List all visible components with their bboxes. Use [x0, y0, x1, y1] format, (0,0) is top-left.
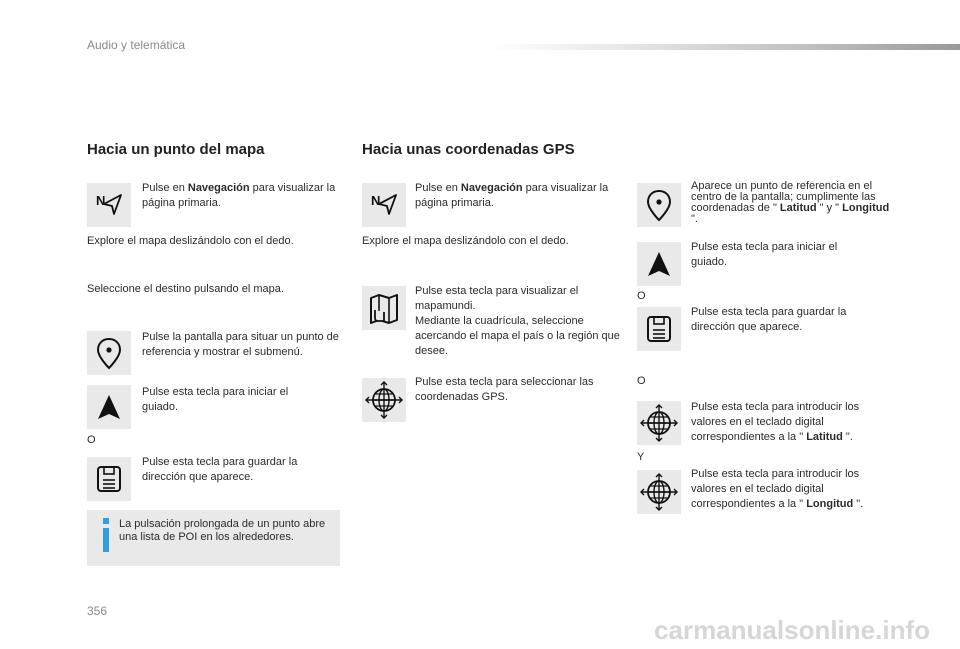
save-icon: [87, 457, 131, 501]
left-section-title: Hacia un punto del mapa: [87, 141, 265, 158]
left-or-label: O: [87, 434, 96, 446]
svg-text:N: N: [96, 193, 106, 208]
left-save-text: Pulse esta tecla para guardar la dirección que aparece.: [142, 456, 298, 483]
info-text: La pulsación prolongada de un punto abre una lista de POI en los alrededores.: [119, 518, 326, 543]
right-guide-text: Pulse esta tecla para iniciar el guiado.: [691, 241, 838, 268]
left-explore-text: Explore el mapa deslizándolo con el dedo.: [87, 235, 294, 247]
left-select-text: Seleccione el destino pulsando el mapa.: [87, 283, 284, 295]
map-pin-icon: [87, 331, 131, 375]
middle-section-title: Hacia unas coordenadas GPS: [362, 141, 575, 158]
right-latitude-text: Pulse esta tecla para introducir los valores en el teclado digital correspondientes a la " Latitud ".: [691, 401, 860, 443]
page-number: 356: [87, 604, 108, 618]
middle-explore-text: Explore el mapa deslizándolo con el dedo.: [362, 235, 569, 247]
right-or-label-2: O: [637, 375, 646, 387]
watermark: carmanualsonline.info: [654, 615, 930, 645]
right-longitude-text: Pulse esta tecla para introducir los valores en el teclado digital correspondientes a la " Longitud ".: [691, 468, 864, 510]
left-pin-text: Pulse la pantalla para situar un punto de referencia y mostrar el submenú.: [142, 331, 339, 358]
longitude-globe-icon: [637, 470, 681, 514]
navigation-icon: [87, 183, 131, 227]
world-map-icon: [362, 286, 406, 330]
save-icon: [637, 307, 681, 351]
info-icon: [99, 518, 113, 552]
navigation-icon: [362, 183, 406, 227]
header-title: Audio y telemática: [87, 38, 186, 52]
svg-text:N: N: [371, 193, 381, 208]
map-pin-icon: [637, 183, 681, 227]
right-and-label: Y: [637, 451, 645, 463]
gps-globe-icon: [362, 378, 406, 422]
guidance-start-icon: [637, 242, 681, 286]
right-save-text: Pulse esta tecla para guardar la dirección que aparece.: [691, 306, 847, 333]
guidance-start-icon: [87, 385, 131, 429]
latitude-globe-icon: [637, 401, 681, 445]
middle-gps-text: Pulse esta tecla para seleccionar las coordenadas GPS.: [415, 376, 594, 403]
right-or-label-1: O: [637, 290, 646, 302]
info-note: [87, 510, 340, 566]
middle-world-text: Pulse esta tecla para visualizar el mapamundi. Mediante la cuadrícula, seleccione acercando el mapa el país o la región que desee.: [415, 285, 620, 357]
left-guide-text: Pulse esta tecla para iniciar el guiado.: [142, 386, 289, 413]
middle-nav-text: Pulse en Navegación para visualizar la página primaria.: [415, 182, 609, 209]
right-pin-text: Aparece un punto de referencia en el centro de la pantalla; cumplimente las coordenadas de " Latitud " y " Longitud ".: [691, 180, 890, 225]
header-divider: [488, 44, 960, 50]
left-nav-text: Pulse en Navegación para visualizar la página primaria.: [142, 182, 336, 209]
